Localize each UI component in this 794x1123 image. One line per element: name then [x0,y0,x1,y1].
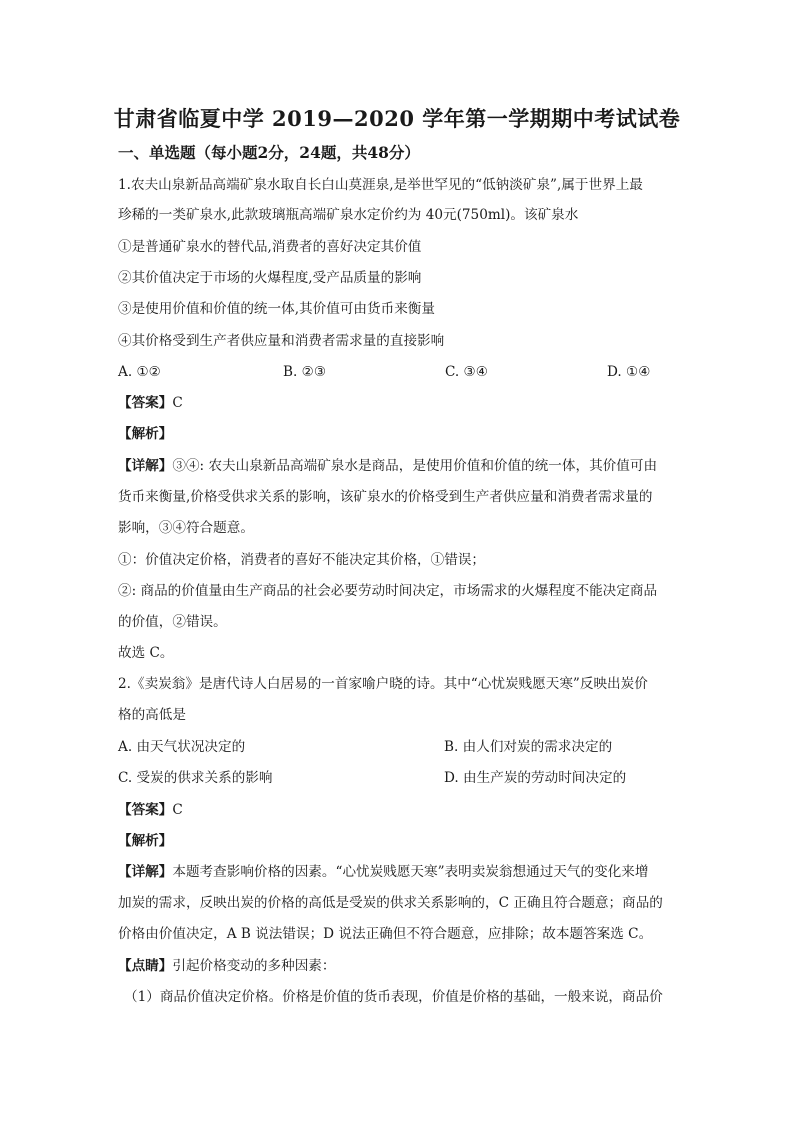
q1-detail-tag: 【详解】 [118,458,173,474]
q2-point-1: （1）商品价值决定价格。价格是价值的货币表现，价值是价格的基础，一般来说，商品价 [124,989,663,1005]
q2-stem-line-2: 格的高低是 [118,707,186,723]
q2-answer [118,800,688,820]
q2-detail-tag: 【详解】 [118,864,173,880]
q1-detail-line-1 [118,456,688,476]
q1-detail-text-1: ③④: 农夫山泉新品高端矿泉水是商品，是使用价值和价值的统一体，其价值可由 [172,458,658,474]
page-title: 甘肃省临夏中学 2019—2020 学年第一学期期中考试试卷 [113,106,681,131]
q1-option-a: A. ①② [118,364,161,380]
q2-detail-line-2: 加炭的需求，反映出炭的价格的高低是受炭的供求关系影响的，C 正确且符合题意；商品的 [118,895,663,911]
q1-answer-tag: 【答案】 [118,395,173,411]
q2-detail-line-1 [118,862,688,882]
q2-answer-value: C [172,802,183,818]
q1-item-1: ①是普通矿泉水的替代品,消费者的喜好决定其价值 [118,239,422,255]
q1-item-2: ②其价值决定于市场的火爆程度,受产品质量的影响 [118,270,422,286]
q1-detail-line-4: ①：价值决定价格，消费者的喜好不能决定其价格，①错误； [118,552,486,568]
q1-detail-line-6: 的价值，②错误。 [118,614,227,630]
q2-key-tag: 【点睛】 [118,958,173,974]
q2-analysis [118,831,688,851]
q2-option-a: A. 由天气状况决定的 [118,739,246,755]
q1-answer [118,393,688,413]
q2-detail-line-3: 价格由价值决定，A B 说法错误；D 说法正确但不符合题意，应排除；故本题答案选 C。 [118,926,653,942]
q2-option-d: D. 由生产炭的劳动时间决定的 [444,770,627,786]
q1-analysis-tag: 【解析】 [118,426,173,442]
q2-detail-text-1: 本题考查影响价格的因素。“心忧炭贱愿天寒”表明卖炭翁想通过天气的变化来增 [172,864,649,880]
q2-stem-line-1: 2.《卖炭翁》是唐代诗人白居易的一首家喻户晓的诗。其中“心忧炭贱愿天寒”反映出炭价 [118,676,648,692]
q1-item-4: ④其价格受到生产者供应量和消费者需求量的直接影响 [118,333,445,349]
q1-stem-line-1: 1.农夫山泉新品高端矿泉水取自长白山莫涯泉,是举世罕见的“低钠淡矿泉”,属于世界上最 [118,177,643,193]
q2-option-b: B. 由人们对炭的需求决定的 [444,739,613,755]
q2-analysis-tag: 【解析】 [118,833,173,849]
q2-key-text: 引起价格变动的多种因素： [172,958,336,974]
q1-stem-line-2: 珍稀的一类矿泉水,此款玻璃瓶高端矿泉水定价约为 40元(750ml)。该矿泉水 [118,207,579,223]
q1-conclusion: 故选 C。 [118,645,174,661]
q1-option-d: D. ①④ [607,364,651,380]
q1-detail-line-5: ②: 商品的价值量由生产商品的社会必要劳动时间决定，市场需求的火爆程度不能决定商品 [118,583,658,599]
q2-key-point [118,956,688,976]
q1-detail-line-3: 影响，③④符合题意。 [118,520,254,536]
q1-answer-value: C [172,395,183,411]
q1-item-3: ③是使用价值和价值的统一体,其价值可由货币来衡量 [118,301,435,317]
q1-detail-line-2: 货币来衡量,价格受供求关系的影响，该矿泉水的价格受到生产者供应量和消费者需求量的 [118,489,653,505]
q1-option-b: B. ②③ [283,364,327,380]
q2-option-c: C. 受炭的供求关系的影响 [118,770,273,786]
q1-analysis [118,424,688,444]
section-heading: 一、单选题（每小题2分，24题，共48分） [118,143,420,162]
q2-answer-tag: 【答案】 [118,802,173,818]
q1-option-c: C. ③④ [445,364,488,380]
